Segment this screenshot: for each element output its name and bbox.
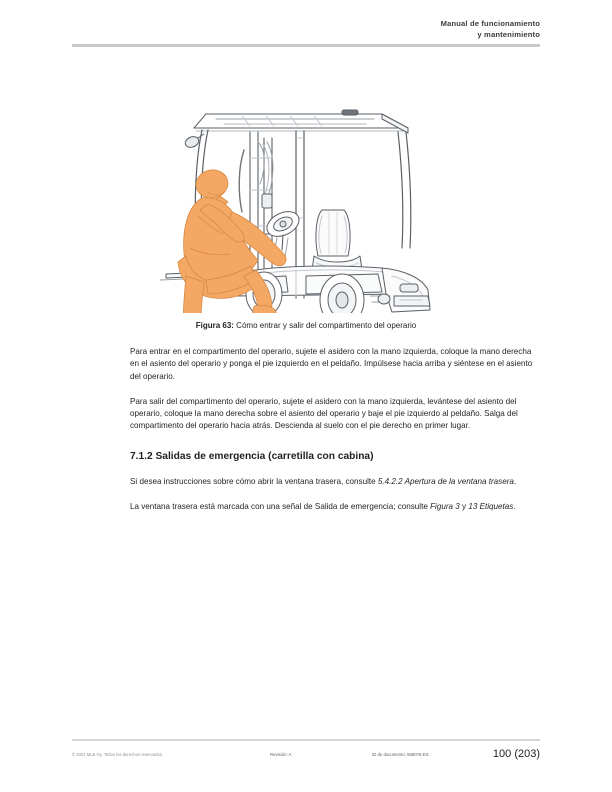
- paragraph-exiting: Para salir del compartimento del operario, sujete el asidero con la mano izquierda, levántese del asiento del operario, coloque la mano derecha sobre el asiento del operario y baje el pie izquierdo al peldaño. Salga del compartimento del operario hacia atrás. Descienda al suelo con el pie derecho en primer lugar.: [130, 396, 518, 431]
- header-divider: [72, 44, 540, 47]
- section-heading-712: 7.1.2 Salidas de emergencia (carretilla con cabina): [130, 450, 374, 462]
- footer-revision: Revisión: A: [270, 752, 292, 757]
- footer-page-number: 100 (203): [492, 748, 540, 760]
- cross-reference-figura-3[interactable]: Figura 3: [430, 502, 460, 512]
- paragraph4-text-middle: y: [459, 502, 469, 512]
- figure-caption-text: Cómo entrar y salir del compartimento del operario: [233, 321, 417, 330]
- figure-caption-label: Figura 63:: [195, 321, 234, 330]
- figure-caption: [72, 320, 540, 331]
- header-title-line-1: Manual de funcionamiento: [440, 19, 540, 28]
- page-footer: [72, 748, 540, 770]
- page-header: [72, 18, 540, 41]
- footer-document-id: ID de documento: 658076-ES: [372, 752, 429, 757]
- paragraph4-text-after: .: [513, 502, 516, 512]
- paragraph-emergency-exit-sign: [130, 501, 536, 513]
- paragraph3-text-before: Si desea instrucciones sobre cómo abrir la ventana trasera, consulte: [130, 476, 378, 486]
- cross-reference-13-etiquetas[interactable]: 13 Etiquetas: [468, 502, 514, 512]
- cross-reference-5422[interactable]: 5.4.2.2 Apertura de la ventana trasera: [377, 476, 514, 486]
- header-title-line-2: y mantenimiento: [477, 30, 540, 40]
- paragraph3-text-after: .: [513, 476, 517, 486]
- body-content: [130, 346, 536, 526]
- paragraph4-text-before: La ventana trasera está marcada con una señal de Salida de emergencia; consulte: [130, 502, 431, 512]
- paragraph-entering: Para entrar en el compartimento del operario, sujete el asidero con la mano izquierda, coloque la mano derecha en el asiento del operario y ponga el pie izquierdo en el peldaño. Impúlsese hacia arriba y siéntese en el asiento del operario.: [130, 347, 533, 381]
- footer-divider: [72, 739, 540, 741]
- paragraph-rear-window-instructions: [130, 476, 536, 488]
- forklift-operator-illustration: [146, 98, 466, 313]
- footer-copyright: © 2021 MLE Oy. Todos los derechos reservados.: [72, 752, 164, 757]
- figure-illustration: [72, 98, 540, 316]
